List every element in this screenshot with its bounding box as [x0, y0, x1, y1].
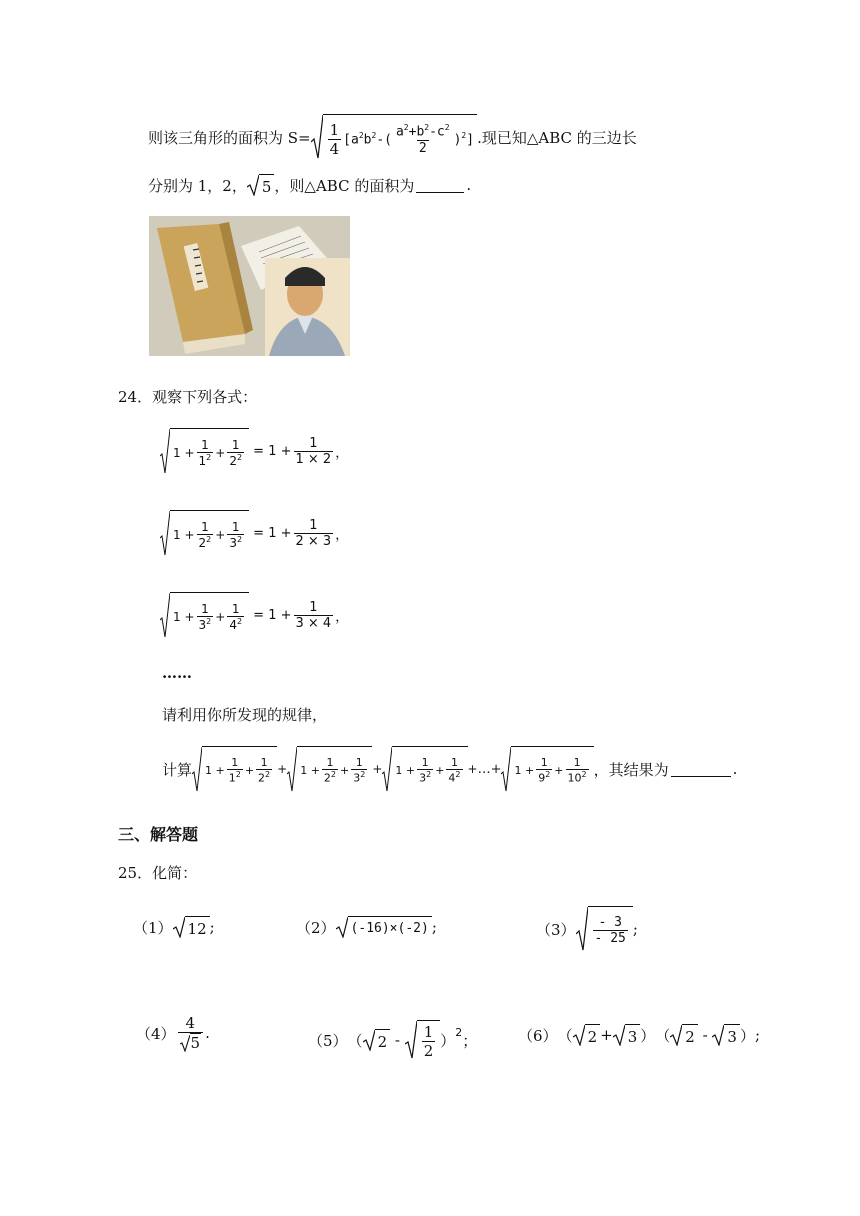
q23-line1 [148, 114, 637, 160]
q23-line1-prefix: 则该三角形的面积为 S= [148, 128, 311, 147]
q23-line2: 分别为 1，2， 5 ，则△ABC 的面积为 . [148, 176, 472, 196]
q25-part5: （5） （ 2 - $\frac{1}{2}$ ） 2 ； [308, 1020, 477, 1060]
q23-line2-suffix: ，则△ABC 的面积为 [274, 176, 415, 195]
q25-part1: （1） 12 ; [133, 918, 215, 938]
radical-sign-icon [382, 746, 392, 792]
equation-rhs: = 1 + $\frac{1}{3 \times 4}$ ， [249, 599, 349, 631]
fraction: $\frac{1}{1^2}$ [228, 756, 241, 785]
fraction: $\frac{1}{2^2}$ [258, 756, 271, 785]
sum-radical: 1 + $\frac{1}{1^2}$ + $\frac{1}{2^2}$ [160, 428, 249, 474]
fraction: $\frac{1}{2 \times 3}$ [295, 517, 332, 549]
area-formula-radical [311, 114, 477, 160]
equation-row [160, 592, 348, 638]
radical-sign-icon [336, 916, 348, 938]
fraction: $\frac{1}{3^2}$ [198, 601, 212, 632]
q25-part6: （6） （ 2 + 3 ） （ 2 - 3 ） ; [518, 1026, 761, 1046]
sqrt2: 2 [670, 1024, 698, 1046]
q23-line1-suffix: .现已知△ABC 的三边长 [477, 128, 637, 147]
calc-terms: 1 + $\frac{1}{1^2}$ + $\frac{1}{2^2}$ + 1 + $\frac{1}{2^2}$ + $\frac{1}{3^2}$ + 1 + $\frac{1}{3^2}$ + $\frac{1}{4^2}$ + …+ 1 + $\frac{1}{9^2}$ + $\frac{1}{10^2}$ [192, 746, 594, 792]
q25-part3: （3） $\frac{- 3}{- 25}$ ; [536, 906, 638, 952]
equation-rhs: = 1 + $\frac{1}{1 \times 2}$ ， [249, 435, 349, 467]
fraction: $\frac{1}{2^2}$ [323, 756, 337, 785]
radical-sign-icon [192, 746, 202, 792]
q23-line2-prefix: 分别为 1，2， [148, 176, 247, 195]
fraction: $\frac{1}{3^2}$ [353, 756, 366, 785]
radical-sign-icon [363, 1029, 375, 1051]
sum-radical: 1 + $\frac{1}{3^2}$ + $\frac{1}{4^2}$ [160, 592, 249, 638]
radical-sign-icon [670, 1024, 682, 1046]
radical-sign-icon [160, 428, 170, 474]
answer-blank [416, 178, 464, 193]
fraction: $\frac{1}{4^2}$ [448, 756, 461, 785]
answer-blank [671, 762, 731, 777]
fraction: $\frac{1}{4^2}$ [229, 601, 243, 632]
fraction: $\frac{1}{2^2}$ [198, 519, 212, 550]
fraction: $\frac{1}{3^2}$ [229, 519, 243, 550]
fraction: $\frac{1}{10^2}$ [567, 756, 587, 785]
fraction: $\frac{1}{2^2}$ [229, 437, 243, 468]
fraction: $\frac{1}{3 \times 4}$ [295, 599, 332, 631]
q24-calc-line: 计算 1 + $\frac{1}{1^2}$ + $\frac{1}{2^2}$ + 1 + $\frac{1}{2^2}$ + $\frac{1}{3^2}$ + 1 + $\frac{1}{3^2}$ + $\frac{1}{4^2}$ + …+ 1 + $\frac{1}{9^2}$ + $\frac{1}{10^2}$ ，其结果为 . [162, 746, 737, 792]
sum-radical: 1 + $\frac{1}{1^2}$ + $\frac{1}{2^2}$ [192, 746, 277, 792]
ancient-book-portrait-image [149, 216, 350, 356]
radical-sign-icon [160, 592, 170, 638]
sqrt5: 5 [247, 174, 275, 196]
sum-radical: 1 + $\frac{1}{9^2}$ + $\frac{1}{10^2}$ [501, 746, 593, 792]
half-fraction: $\frac{1}{2}$ [423, 1023, 434, 1060]
sqrt2: 2 [573, 1024, 601, 1046]
fraction: $\frac{1}{1^2}$ [198, 437, 212, 468]
quarter-fraction: $\frac{1}{4}$ [329, 121, 340, 158]
inner-fraction: $\frac{a^2+b^2-c^2}{2}$ [395, 123, 450, 156]
radical-sign-icon [311, 114, 323, 160]
fraction: $\frac{1}{1 \times 2}$ [295, 435, 332, 467]
sqrt-fraction [576, 906, 633, 952]
equation-row [160, 428, 348, 474]
q24-title: 24．观察下列各式： [118, 388, 258, 406]
radical-sign-icon [576, 906, 588, 952]
sqrt3: 3 [613, 1024, 641, 1046]
q24-hint: 请利用你所发现的规律， [162, 706, 328, 724]
nine-chapters-illustration [149, 216, 350, 356]
neg-fraction: $\frac{- 3}{- 25}$ [594, 915, 626, 946]
section-title: 三、解答题 [118, 825, 199, 844]
q25-part2: （2） (-16)×(-2) ; [296, 918, 437, 937]
radical-sign-icon [160, 510, 170, 556]
radical-sign-icon [287, 746, 297, 792]
radical-sign-icon [180, 1034, 190, 1052]
sqrt12: 12 [173, 916, 210, 938]
sqrt-product: (-16)×(-2) [336, 916, 432, 938]
calc-prefix: 计算 [162, 760, 193, 779]
q25-part4: （4） $\frac{4}{5}$ . [136, 1014, 210, 1052]
sum-radical: 1 + $\frac{1}{2^2}$ + $\frac{1}{3^2}$ [160, 510, 249, 556]
equation-row [160, 510, 348, 556]
radical-sign-icon [247, 174, 259, 196]
radical-sign-icon [573, 1024, 585, 1046]
q25-title: 25．化简： [118, 864, 198, 882]
formula-close: )$^2$] [453, 131, 475, 148]
radical-sign-icon [173, 916, 185, 938]
inner-numerator: $a^2+b^2-c^2$ [395, 123, 450, 140]
equation-rhs: = 1 + $\frac{1}{2 \times 3}$ ， [249, 517, 349, 549]
sum-radical: 1 + $\frac{1}{3^2}$ + $\frac{1}{4^2}$ [382, 746, 467, 792]
radical-sign-icon [501, 746, 511, 792]
sum-radical: 1 + $\frac{1}{2^2}$ + $\frac{1}{3^2}$ [287, 746, 372, 792]
radical-sign-icon [712, 1024, 724, 1046]
radical-sign-icon [405, 1020, 417, 1060]
sqrt-half [405, 1020, 441, 1060]
sqrt3: 3 [712, 1024, 740, 1046]
sqrt2: 2 [363, 1029, 391, 1051]
fraction: $\frac{1}{9^2}$ [538, 756, 551, 785]
calc-suffix: ，其结果为 [593, 760, 669, 779]
dots: …… [162, 664, 192, 682]
radical-sign-icon [613, 1024, 625, 1046]
four-over-sqrt5: $\frac{4}{5}$ [178, 1014, 204, 1052]
fraction: $\frac{1}{3^2}$ [419, 756, 432, 785]
formula-bracket-part: [$a^2b^2-$( [343, 131, 392, 148]
